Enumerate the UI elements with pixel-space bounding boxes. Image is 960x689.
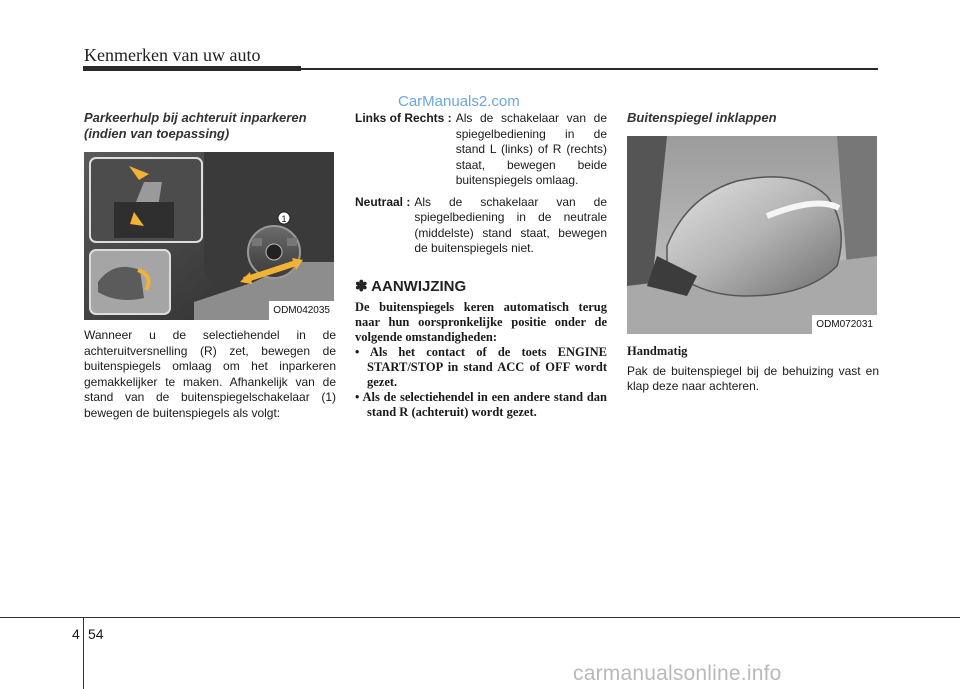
definition-desc-neutral: Als de schakelaar van de spiegelbediening in de neutrale (middelste) stand staat, bewegen de buitenspiegels niet.: [414, 194, 607, 255]
section-heading-mirror-folding: Buitenspiegel inklappen: [627, 110, 777, 125]
figure-odm042035: [84, 152, 334, 320]
note-intro: De buitenspiegels keren automatisch terug naar hun oorspronkelijke positie onder de volgende omstandigheden:: [355, 300, 607, 344]
header-rule-thick: [83, 66, 301, 71]
header-rule-thin: [300, 68, 878, 70]
column-mirror-folding: [627, 110, 879, 395]
note-heading: ✽ AANWIJZING: [355, 277, 467, 295]
definition-term-left-right: Links of Rechts :: [355, 111, 452, 125]
column-switch-positions: [355, 111, 607, 420]
footer-vertical-rule: [83, 618, 84, 689]
note-item-selector: • Als de selectiehendel in een andere stand dan stand R (achteruit) wordt gezet.: [355, 390, 607, 419]
figure-code-odm072031: ODM072031: [812, 315, 877, 335]
footer-rule: [0, 617, 960, 618]
definition-neutral: [355, 195, 607, 257]
mirror-folding-body: Pak de buitenspiegel bij de behuizing vast en klap deze naar achteren.: [627, 363, 879, 393]
section-heading-parking-assist: Parkeerhulp bij achteruit inparkeren (indien van toepassing): [84, 110, 307, 141]
note-item-ignition: • Als het contact of de toets ENGINE START/STOP in stand ACC of OFF wordt gezet.: [355, 345, 607, 389]
column-parking-assist: [84, 110, 336, 421]
figure-code-odm042035: ODM042035: [269, 301, 334, 321]
definition-desc-left-right: Als de schakelaar van de spiegelbediening in de stand L (links) of R (rechts) staat, bewegen beide buitenspiegels omlaag.: [455, 111, 607, 187]
watermark-bottom: carmanualsonline.info: [573, 662, 782, 685]
figure-callout-1: 1: [281, 214, 287, 224]
figure-gear-and-switch-illustration: [84, 152, 334, 320]
page-number: 54: [88, 626, 104, 642]
note-list: [355, 345, 607, 420]
figure-odm072031: [627, 136, 877, 334]
watermark-top: CarManuals2.com: [398, 93, 520, 110]
page-header-title: Kenmerken van uw auto: [84, 45, 261, 65]
sub-heading-manual: Handmatig: [627, 344, 688, 358]
definition-term-neutral: Neutraal :: [355, 194, 411, 209]
page-chapter-number: 4: [72, 626, 80, 642]
figure-side-mirror-illustration: [627, 136, 877, 334]
parking-assist-body: Wanneer u de selectiehendel in de achteruitversnelling (R) zet, bewegen de buitenspiegels omlaag om het inparkeren gemakkelijker te maken. Afhankelijk van de stand van de buitenspiegelschakelaar (1) bewegen de buitenspiegels als volgt:: [84, 328, 336, 420]
definition-left-right: [355, 111, 607, 189]
